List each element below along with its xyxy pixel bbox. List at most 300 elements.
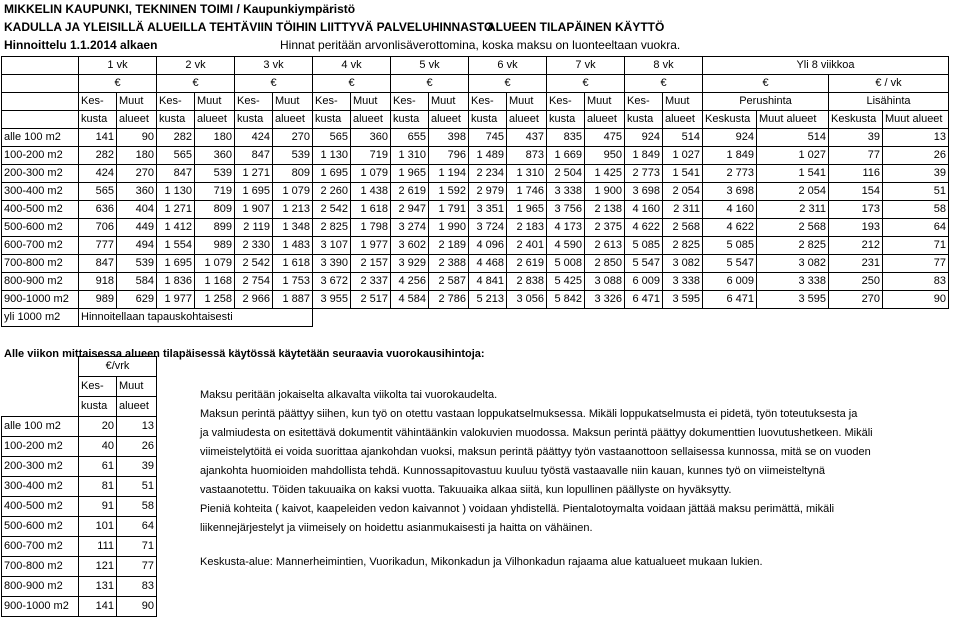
keskusta-header: Kes- xyxy=(547,93,585,111)
keskusta-subheader: kusta xyxy=(313,111,351,129)
table-row xyxy=(2,517,157,537)
week-header: 8 vk xyxy=(625,57,703,75)
price-cell: 141 xyxy=(79,597,117,617)
price-cell: 4 160 xyxy=(625,201,663,219)
lisahinta-header: Lisähinta xyxy=(829,93,949,111)
row-label: 800-900 m2 xyxy=(2,273,79,291)
price-cell: 1 965 xyxy=(507,201,547,219)
price-cell: 1 079 xyxy=(273,183,313,201)
keskusta-header: Kes- xyxy=(625,93,663,111)
price-cell: 2 966 xyxy=(235,291,273,309)
price-cell: 58 xyxy=(883,201,949,219)
price-cell: 494 xyxy=(117,237,157,255)
keskusta-subheader: kusta xyxy=(391,111,429,129)
muut-header: Muut xyxy=(507,93,547,111)
price-cell: 3 724 xyxy=(469,219,507,237)
keskusta-subheader: kusta xyxy=(79,111,117,129)
price-cell: 173 xyxy=(829,201,883,219)
price-cell: 4 468 xyxy=(469,255,507,273)
price-cell: 2 850 xyxy=(585,255,625,273)
price-cell: 2 311 xyxy=(757,201,829,219)
price-cell: 282 xyxy=(79,147,117,165)
over-8-weeks-header: Yli 8 viikkoa xyxy=(703,57,949,75)
price-cell: 565 xyxy=(79,183,117,201)
price-cell: 629 xyxy=(117,291,157,309)
corner-cell xyxy=(2,75,79,93)
price-cell: 2 054 xyxy=(757,183,829,201)
price-cell: 424 xyxy=(79,165,117,183)
price-cell: 131 xyxy=(79,577,117,597)
price-cell: 873 xyxy=(507,147,547,165)
muut-header: Muut xyxy=(351,93,391,111)
week-header: 3 vk xyxy=(235,57,313,75)
corner-cell xyxy=(2,57,79,75)
price-cell: 514 xyxy=(757,129,829,147)
price-cell: 1 977 xyxy=(351,237,391,255)
price-cell: 719 xyxy=(351,147,391,165)
price-cell: 13 xyxy=(117,417,157,437)
table-row xyxy=(2,577,157,597)
price-cell: 360 xyxy=(117,183,157,201)
note-line: liikennejärjestelyt ja viimeisely on hoidettu asianmukaisesti ja haitta on vähäinen. xyxy=(200,522,593,534)
price-cell: 2 613 xyxy=(585,237,625,255)
currency-cell: € xyxy=(157,75,235,93)
muut-subheader: alueet xyxy=(273,111,313,129)
price-cell: 4 584 xyxy=(391,291,429,309)
price-cell: 90 xyxy=(883,291,949,309)
price-cell: 2 542 xyxy=(313,201,351,219)
muut-header: Muut xyxy=(117,377,157,397)
table-row xyxy=(2,417,157,437)
keskusta-header: Kes- xyxy=(79,93,117,111)
price-cell: 3 056 xyxy=(507,291,547,309)
price-cell: 2 183 xyxy=(507,219,547,237)
section-title: Alle viikon mittaisessa alueen tilapäisessä käytössä käytetään seuraavia vuorokausihintoja: xyxy=(4,348,485,360)
per-week-cell: € / vk xyxy=(829,75,949,93)
currency-cell: € xyxy=(625,75,703,93)
table-row xyxy=(2,437,157,457)
price-cell: 1 618 xyxy=(351,201,391,219)
price-cell: 5 547 xyxy=(625,255,663,273)
price-cell: 924 xyxy=(625,129,663,147)
price-cell: 71 xyxy=(883,237,949,255)
price-cell: 2 504 xyxy=(547,165,585,183)
price-cell: 180 xyxy=(117,147,157,165)
row-label: 400-500 m2 xyxy=(2,201,79,219)
price-cell: 2 773 xyxy=(625,165,663,183)
price-cell: 6 471 xyxy=(703,291,757,309)
row-label: 800-900 m2 xyxy=(2,577,79,597)
price-cell: 6 009 xyxy=(703,273,757,291)
price-cell: 1 900 xyxy=(585,183,625,201)
price-cell: 3 955 xyxy=(313,291,351,309)
price-cell: 141 xyxy=(79,129,117,147)
price-cell: 20 xyxy=(79,417,117,437)
price-cell: 1 425 xyxy=(585,165,625,183)
price-cell: 1 130 xyxy=(313,147,351,165)
price-cell: 121 xyxy=(79,557,117,577)
row-label: 600-700 m2 xyxy=(2,237,79,255)
price-cell: 111 xyxy=(79,537,117,557)
row-label: 900-1000 m2 xyxy=(2,597,79,617)
price-cell: 13 xyxy=(883,129,949,147)
price-cell: 3 338 xyxy=(757,273,829,291)
row-label: 700-800 m2 xyxy=(2,255,79,273)
price-cell: 1 168 xyxy=(195,273,235,291)
price-cell: 4 173 xyxy=(547,219,585,237)
keskusta-header: Kes- xyxy=(469,93,507,111)
price-cell: 3 390 xyxy=(313,255,351,273)
price-cell: 2 754 xyxy=(235,273,273,291)
price-cell: 2 138 xyxy=(585,201,625,219)
keskusta-header: Kes- xyxy=(313,93,351,111)
price-cell: 270 xyxy=(829,291,883,309)
currency-cell: € xyxy=(79,75,157,93)
currency-cell: € xyxy=(391,75,469,93)
muut-subheader: alueet xyxy=(117,397,157,417)
price-cell: 1 271 xyxy=(157,201,195,219)
price-cell: 1 438 xyxy=(351,183,391,201)
currency-cell: € xyxy=(313,75,391,93)
title-line-3: Hinnoittelu 1.1.2014 alkaen xyxy=(4,38,158,52)
price-cell: 2 260 xyxy=(313,183,351,201)
price-cell: 282 xyxy=(157,129,195,147)
price-cell: 2 568 xyxy=(757,219,829,237)
daily-price-table xyxy=(1,356,157,617)
price-cell: 1 753 xyxy=(273,273,313,291)
table-row xyxy=(2,477,157,497)
muut-alueet-header: Muut alueet xyxy=(757,111,829,129)
price-cell: 1 618 xyxy=(273,255,313,273)
price-cell: 3 602 xyxy=(391,237,429,255)
title-line-2: KADULLA JA YLEISILLÄ ALUEILLA TEHTÄVIIN TÖIHIN LIITTYVÄ PALVELUHINNASTO xyxy=(4,20,494,34)
price-cell: 539 xyxy=(273,147,313,165)
row-label: alle 100 m2 xyxy=(2,129,79,147)
price-cell: 83 xyxy=(117,577,157,597)
price-cell: 1 213 xyxy=(273,201,313,219)
row-label: 300-400 m2 xyxy=(2,183,79,201)
week-header: 2 vk xyxy=(157,57,235,75)
price-cell: 2 401 xyxy=(507,237,547,255)
row-label: 900-1000 m2 xyxy=(2,291,79,309)
price-cell: 83 xyxy=(883,273,949,291)
price-cell: 809 xyxy=(273,165,313,183)
price-cell: 231 xyxy=(829,255,883,273)
price-cell: 3 082 xyxy=(663,255,703,273)
price-cell: 64 xyxy=(117,517,157,537)
muut-subheader: alueet xyxy=(663,111,703,129)
price-cell: 989 xyxy=(195,237,235,255)
row-label: 500-600 m2 xyxy=(2,517,79,537)
price-cell: 3 929 xyxy=(391,255,429,273)
price-cell: 1 483 xyxy=(273,237,313,255)
price-cell: 1 907 xyxy=(235,201,273,219)
price-cell: 2 825 xyxy=(757,237,829,255)
price-cell: 2 825 xyxy=(313,219,351,237)
price-cell: 2 619 xyxy=(507,255,547,273)
price-cell: 3 338 xyxy=(547,183,585,201)
corner-cell xyxy=(2,357,79,377)
muut-subheader: alueet xyxy=(117,111,157,129)
table-row xyxy=(2,309,949,327)
muut-subheader: alueet xyxy=(429,111,469,129)
price-cell: 924 xyxy=(703,129,757,147)
price-cell: 1 695 xyxy=(235,183,273,201)
price-cell: 1 130 xyxy=(157,183,195,201)
price-cell: 1 849 xyxy=(703,147,757,165)
price-cell: 1 592 xyxy=(429,183,469,201)
price-cell: 5 213 xyxy=(469,291,507,309)
price-cell: 1 310 xyxy=(507,165,547,183)
price-cell: 2 517 xyxy=(351,291,391,309)
table-row xyxy=(2,219,949,237)
price-cell: 1 746 xyxy=(507,183,547,201)
price-cell: 2 234 xyxy=(469,165,507,183)
note-line: Maksun perintä päättyy siihen, kun työ on otettu vastaan loppukatselmuksessa. Mikäli loppukatselmusta ei pidetä, työn toteutuksesta ja xyxy=(200,408,858,420)
price-cell: 3 595 xyxy=(757,291,829,309)
keskusta-subheader: kusta xyxy=(469,111,507,129)
table-row xyxy=(2,165,949,183)
price-cell: 835 xyxy=(547,129,585,147)
price-cell: 1 348 xyxy=(273,219,313,237)
price-cell: 1 887 xyxy=(273,291,313,309)
keskusta-header: Kes- xyxy=(157,93,195,111)
corner-cell xyxy=(2,93,79,111)
row-label: alle 100 m2 xyxy=(2,417,79,437)
price-cell: 4 622 xyxy=(703,219,757,237)
price-cell: 1 965 xyxy=(391,165,429,183)
price-cell: 6 471 xyxy=(625,291,663,309)
price-cell: 91 xyxy=(79,497,117,517)
corner-cell xyxy=(2,111,79,129)
muut-header: Muut xyxy=(429,93,469,111)
price-cell: 3 088 xyxy=(585,273,625,291)
price-cell: 64 xyxy=(883,219,949,237)
price-cell: 5 085 xyxy=(625,237,663,255)
row-label: 600-700 m2 xyxy=(2,537,79,557)
note-line: ja valmiudesta on esitettävä dokumentit vähintäänkin valokuvien muodossa. Maksun perintä päättyy dokumenttien luovutushetkeen. Mikäli xyxy=(200,427,873,439)
corner-cell xyxy=(2,377,79,397)
price-cell: 437 xyxy=(507,129,547,147)
row-label: 200-300 m2 xyxy=(2,165,79,183)
price-cell: 4 256 xyxy=(391,273,429,291)
table-row xyxy=(2,129,949,147)
price-cell: 2 568 xyxy=(663,219,703,237)
price-cell: 3 107 xyxy=(313,237,351,255)
area-subheader-row xyxy=(2,111,949,129)
price-cell: 1 791 xyxy=(429,201,469,219)
price-cell: 2 619 xyxy=(391,183,429,201)
price-cell: 1 695 xyxy=(313,165,351,183)
price-cell: 847 xyxy=(235,147,273,165)
area-header-row xyxy=(2,93,949,111)
muut-header: Muut xyxy=(273,93,313,111)
price-cell: 360 xyxy=(195,147,235,165)
price-cell: 2 979 xyxy=(469,183,507,201)
note-line: Pieniä kohteita ( kaivot, kaapeleiden vedon kaivannot ) voidaan yhdistellä. Pientalotoymalta voidaan jättää maksu perimättä, mikäli xyxy=(200,503,835,515)
daily-area-subheader-row xyxy=(2,397,157,417)
price-cell: 3 672 xyxy=(313,273,351,291)
table-row xyxy=(2,237,949,255)
table-row xyxy=(2,497,157,517)
price-cell: 918 xyxy=(79,273,117,291)
price-cell: 2 838 xyxy=(507,273,547,291)
price-cell: 1 271 xyxy=(235,165,273,183)
row-label: 500-600 m2 xyxy=(2,219,79,237)
table-row xyxy=(2,273,949,291)
price-cell: 4 096 xyxy=(469,237,507,255)
price-cell: 1 412 xyxy=(157,219,195,237)
price-cell: 2 337 xyxy=(351,273,391,291)
muut-subheader: alueet xyxy=(195,111,235,129)
price-cell: 81 xyxy=(79,477,117,497)
keskusta-subheader: kusta xyxy=(625,111,663,129)
note-line: viimeistelytöitä ei voida suorittaa ajankohdan vuoksi, maksun perintä päättyy työn vastaanottoon sellaisessa kunnossa, mitä se on vuoden xyxy=(200,446,871,458)
price-cell: 1 554 xyxy=(157,237,195,255)
keskusta-subheader: kusta xyxy=(235,111,273,129)
price-cell: 1 027 xyxy=(663,147,703,165)
corner-cell xyxy=(2,397,79,417)
price-cell: 26 xyxy=(117,437,157,457)
week-header: 7 vk xyxy=(547,57,625,75)
price-cell: 77 xyxy=(829,147,883,165)
price-cell: 950 xyxy=(585,147,625,165)
price-cell: 565 xyxy=(157,147,195,165)
price-cell: 1 489 xyxy=(469,147,507,165)
price-cell: 4 622 xyxy=(625,219,663,237)
price-cell: 1 977 xyxy=(157,291,195,309)
price-cell: 2 330 xyxy=(235,237,273,255)
price-cell: 745 xyxy=(469,129,507,147)
price-cell: 4 160 xyxy=(703,201,757,219)
price-cell: 1 836 xyxy=(157,273,195,291)
price-cell: 39 xyxy=(117,457,157,477)
price-cell: 212 xyxy=(829,237,883,255)
price-cell: 3 082 xyxy=(757,255,829,273)
price-cell: 1 258 xyxy=(195,291,235,309)
keskusta-subheader: kusta xyxy=(157,111,195,129)
price-cell: 1 541 xyxy=(663,165,703,183)
price-cell: 398 xyxy=(429,129,469,147)
currency-cell: € xyxy=(703,75,829,93)
price-cell: 539 xyxy=(195,165,235,183)
price-cell: 584 xyxy=(117,273,157,291)
price-cell: 40 xyxy=(79,437,117,457)
muut-header: Muut xyxy=(195,93,235,111)
price-cell: 1 079 xyxy=(195,255,235,273)
week-header-row xyxy=(2,57,949,75)
price-cell: 5 008 xyxy=(547,255,585,273)
price-cell: 116 xyxy=(829,165,883,183)
daily-header-row xyxy=(2,357,157,377)
price-cell: 90 xyxy=(117,129,157,147)
week-header: 6 vk xyxy=(469,57,547,75)
price-cell: 3 326 xyxy=(585,291,625,309)
price-cell: 2 157 xyxy=(351,255,391,273)
price-cell: 154 xyxy=(829,183,883,201)
row-label: 300-400 m2 xyxy=(2,477,79,497)
price-cell: 655 xyxy=(391,129,429,147)
price-cell: 270 xyxy=(273,129,313,147)
price-cell: 1 194 xyxy=(429,165,469,183)
price-cell: 449 xyxy=(117,219,157,237)
currency-row xyxy=(2,75,949,93)
price-cell: 1 669 xyxy=(547,147,585,165)
price-cell: 58 xyxy=(117,497,157,517)
row-label: yli 1000 m2 xyxy=(2,309,79,327)
price-cell: 404 xyxy=(117,201,157,219)
note-line: Keskusta-alue: Mannerheimintien, Vuorikadun, Mikonkadun ja Vilhonkadun rajaama alue katualueet mukaan lukien. xyxy=(200,556,763,568)
price-cell: 565 xyxy=(313,129,351,147)
table-row xyxy=(2,201,949,219)
row-label: 400-500 m2 xyxy=(2,497,79,517)
price-cell: 1 079 xyxy=(351,165,391,183)
note-line: ajankohta huomioiden mahdollista tehdä. Kunnossapitovastuu kuuluu työstä vastaavalle niin kauan, kunnes työ on viimeisteltynä xyxy=(200,465,825,477)
price-cell: 1 990 xyxy=(429,219,469,237)
price-cell: 3 756 xyxy=(547,201,585,219)
week-header: 1 vk xyxy=(79,57,157,75)
price-cell: 2 947 xyxy=(391,201,429,219)
currency-cell: € xyxy=(235,75,313,93)
muut-header: Muut xyxy=(663,93,703,111)
price-cell: 3 698 xyxy=(703,183,757,201)
table-row xyxy=(2,255,949,273)
price-cell: 5 425 xyxy=(547,273,585,291)
price-cell: 1 541 xyxy=(757,165,829,183)
table-row xyxy=(2,291,949,309)
muut-alueet-header: Muut alueet xyxy=(883,111,949,129)
price-cell: 61 xyxy=(79,457,117,477)
price-cell: 3 338 xyxy=(663,273,703,291)
price-cell: 2 375 xyxy=(585,219,625,237)
price-cell: 2 786 xyxy=(429,291,469,309)
price-cell: 180 xyxy=(195,129,235,147)
price-cell: 250 xyxy=(829,273,883,291)
keskusta-header: Kes- xyxy=(235,93,273,111)
price-cell: 193 xyxy=(829,219,883,237)
price-cell: 2 587 xyxy=(429,273,469,291)
price-cell: 2 388 xyxy=(429,255,469,273)
price-cell: 2 773 xyxy=(703,165,757,183)
price-table xyxy=(1,56,949,327)
price-cell: 270 xyxy=(117,165,157,183)
currency-cell: € xyxy=(547,75,625,93)
price-cell: 1 849 xyxy=(625,147,663,165)
row-label: 200-300 m2 xyxy=(2,457,79,477)
price-cell: 4 590 xyxy=(547,237,585,255)
price-cell: 3 698 xyxy=(625,183,663,201)
case-by-case-note: Hinnoitellaan tapauskohtaisesti xyxy=(79,309,313,327)
note-line: vastaanotettu. Töiden takuuaika on kaksi vuotta. Takuuaika alkaa siitä, kun lopullinen päällyste on hyväksytty. xyxy=(200,484,732,496)
price-cell: 51 xyxy=(117,477,157,497)
keskusta-header: Kes- xyxy=(79,377,117,397)
price-cell: 2 311 xyxy=(663,201,703,219)
per-day-header: €/vrk xyxy=(79,357,157,377)
price-cell: 989 xyxy=(79,291,117,309)
vat-note: Hinnat peritään arvonlisäverottomina, koska maksu on luonteeltaan vuokra. xyxy=(280,38,681,52)
price-cell: 1 027 xyxy=(757,147,829,165)
price-cell: 539 xyxy=(117,255,157,273)
muut-subheader: alueet xyxy=(507,111,547,129)
note-line: Maksu peritään jokaiselta alkavalta viikolta tai vuorokaudelta. xyxy=(200,389,498,401)
price-cell: 719 xyxy=(195,183,235,201)
week-header: 5 vk xyxy=(391,57,469,75)
price-cell: 5 842 xyxy=(547,291,585,309)
keskusta-subheader: kusta xyxy=(79,397,117,417)
table-row xyxy=(2,557,157,577)
row-label: 100-200 m2 xyxy=(2,147,79,165)
price-cell: 39 xyxy=(883,165,949,183)
